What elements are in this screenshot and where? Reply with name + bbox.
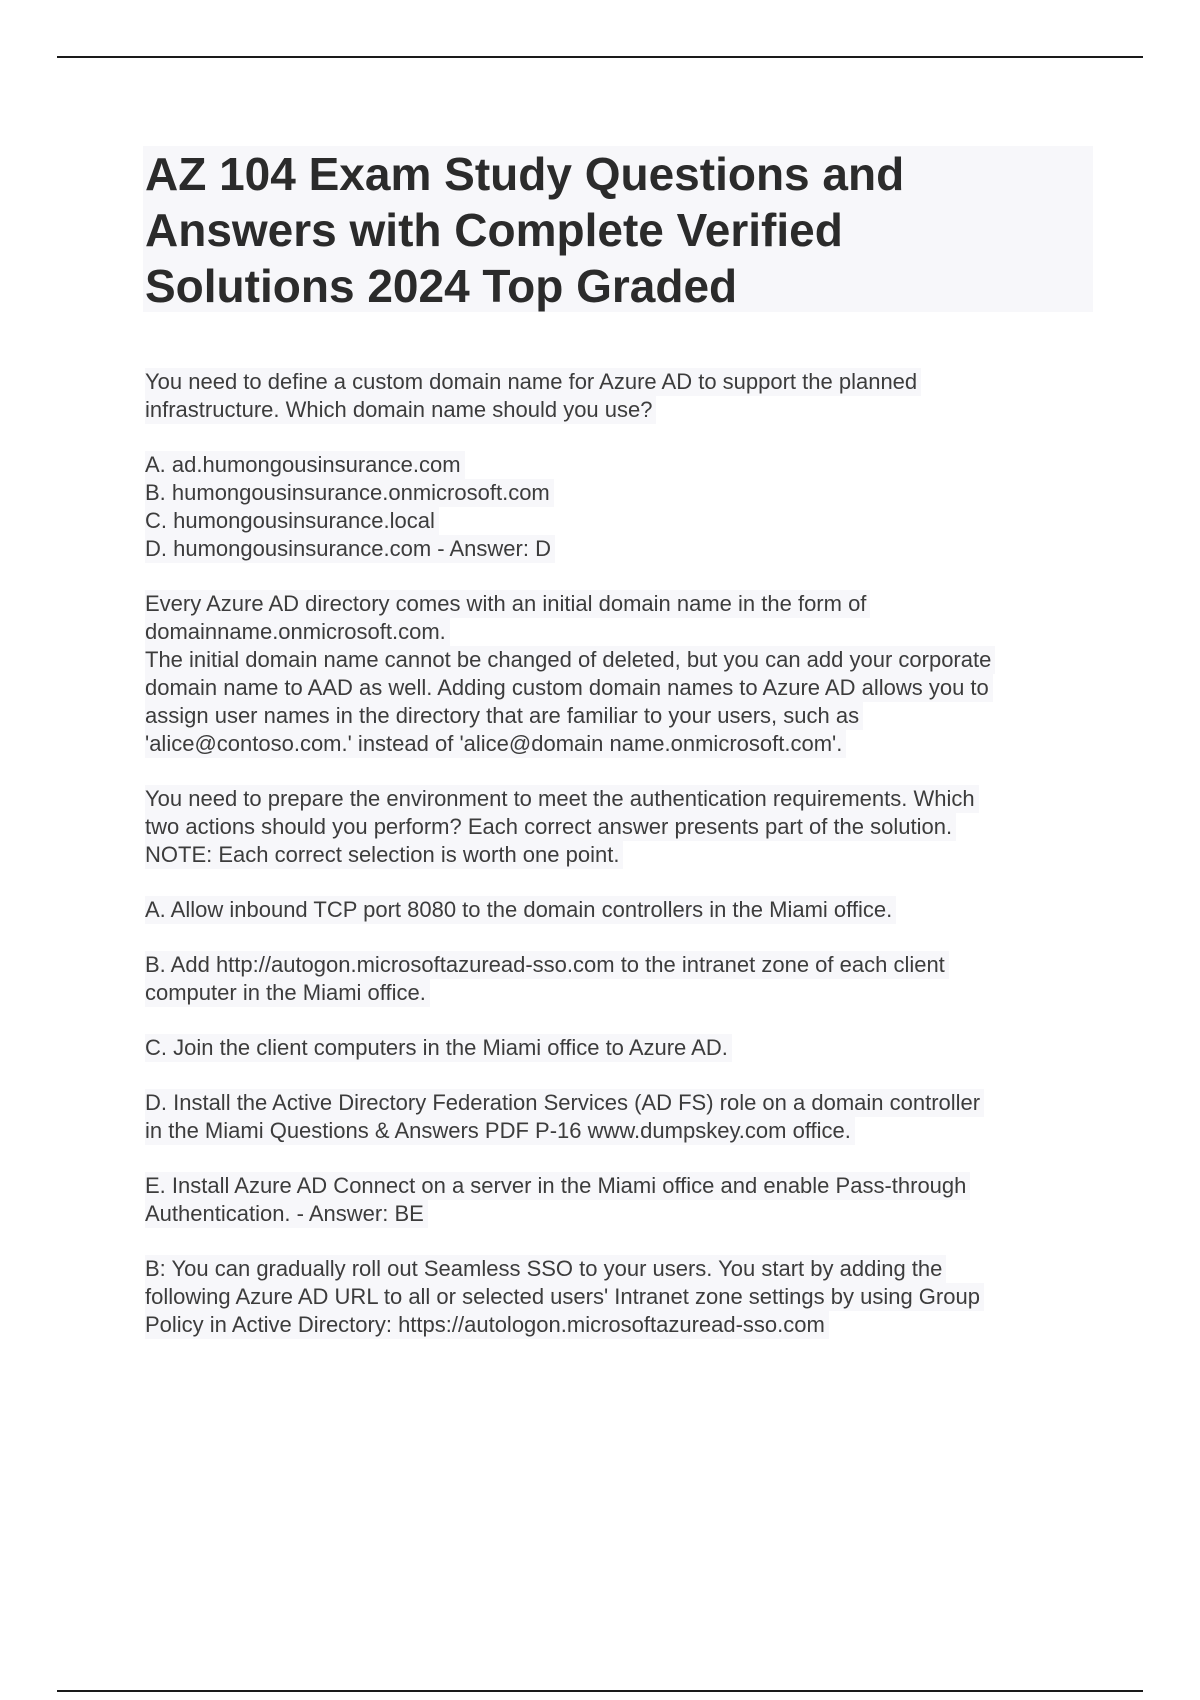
title-line: Solutions 2024 Top Graded [145, 260, 738, 312]
text-line: B. Add http://autogon.microsoftazuread-sso.com to the intranet zone of each client [145, 951, 949, 979]
text-line: in the Miami Questions & Answers PDF P-16 www.dumpskey.com office. [145, 1117, 855, 1145]
text-line: following Azure AD URL to all or selected users' Intranet zone settings by using Group [145, 1283, 984, 1311]
text-line: NOTE: Each correct selection is worth one point. [145, 841, 623, 869]
top-rule [57, 56, 1143, 58]
text-line: B: You can gradually roll out Seamless SSO to your users. You start by adding the [145, 1255, 946, 1283]
option-b: B. humongousinsurance.onmicrosoft.com [145, 479, 554, 507]
question-1-options [145, 451, 1105, 563]
document-title [143, 146, 1093, 312]
text-line: You need to prepare the environment to meet the authentication requirements. Which [145, 785, 979, 813]
text-line: domainname.onmicrosoft.com. [145, 618, 450, 646]
text-line: E. Install Azure AD Connect on a server in the Miami office and enable Pass-through [145, 1172, 970, 1200]
question-2-option-c [145, 1034, 1105, 1062]
bottom-rule [57, 1690, 1143, 1692]
text-line: domain name to AAD as well. Adding custom domain names to Azure AD allows you to [145, 674, 993, 702]
text-line: D. Install the Active Directory Federation Services (AD FS) role on a domain controller [145, 1089, 984, 1117]
text-line: assign user names in the directory that are familiar to your users, such as [145, 702, 863, 730]
question-2-option-d [145, 1089, 1105, 1145]
option-d-answer: D. humongousinsurance.com - Answer: D [145, 535, 555, 563]
title-line: Answers with Complete Verified [145, 204, 843, 256]
text-line: Every Azure AD directory comes with an initial domain name in the form of [145, 590, 870, 618]
question-2-explanation [145, 1255, 1105, 1339]
text-line: Authentication. - Answer: BE [145, 1200, 428, 1228]
option-a: A. ad.humongousinsurance.com [145, 451, 465, 479]
title-line: AZ 104 Exam Study Questions and [145, 148, 905, 200]
document-body [145, 368, 1105, 1366]
text-line: You need to define a custom domain name for Azure AD to support the planned [145, 368, 921, 396]
question-1 [145, 368, 1105, 424]
question-2-option-e [145, 1172, 1105, 1228]
text-line: infrastructure. Which domain name should you use? [145, 396, 656, 424]
text-line: computer in the Miami office. [145, 979, 430, 1007]
text-line: two actions should you perform? Each correct answer presents part of the solution. [145, 813, 956, 841]
question-1-explanation [145, 590, 1105, 758]
text-line: C. Join the client computers in the Miami office to Azure AD. [145, 1034, 732, 1062]
question-2-option-b [145, 951, 1105, 1007]
text-line: A. Allow inbound TCP port 8080 to the domain controllers in the Miami office. [145, 896, 896, 924]
option-c: C. humongousinsurance.local [145, 507, 439, 535]
question-2 [145, 785, 1105, 869]
text-line: Policy in Active Directory: https://autologon.microsoftazuread-sso.com [145, 1311, 829, 1339]
question-2-option-a [145, 896, 1105, 924]
text-line: 'alice@contoso.com.' instead of 'alice@domain name.onmicrosoft.com'. [145, 730, 846, 758]
text-line: The initial domain name cannot be changed of deleted, but you can add your corporate [145, 646, 995, 674]
